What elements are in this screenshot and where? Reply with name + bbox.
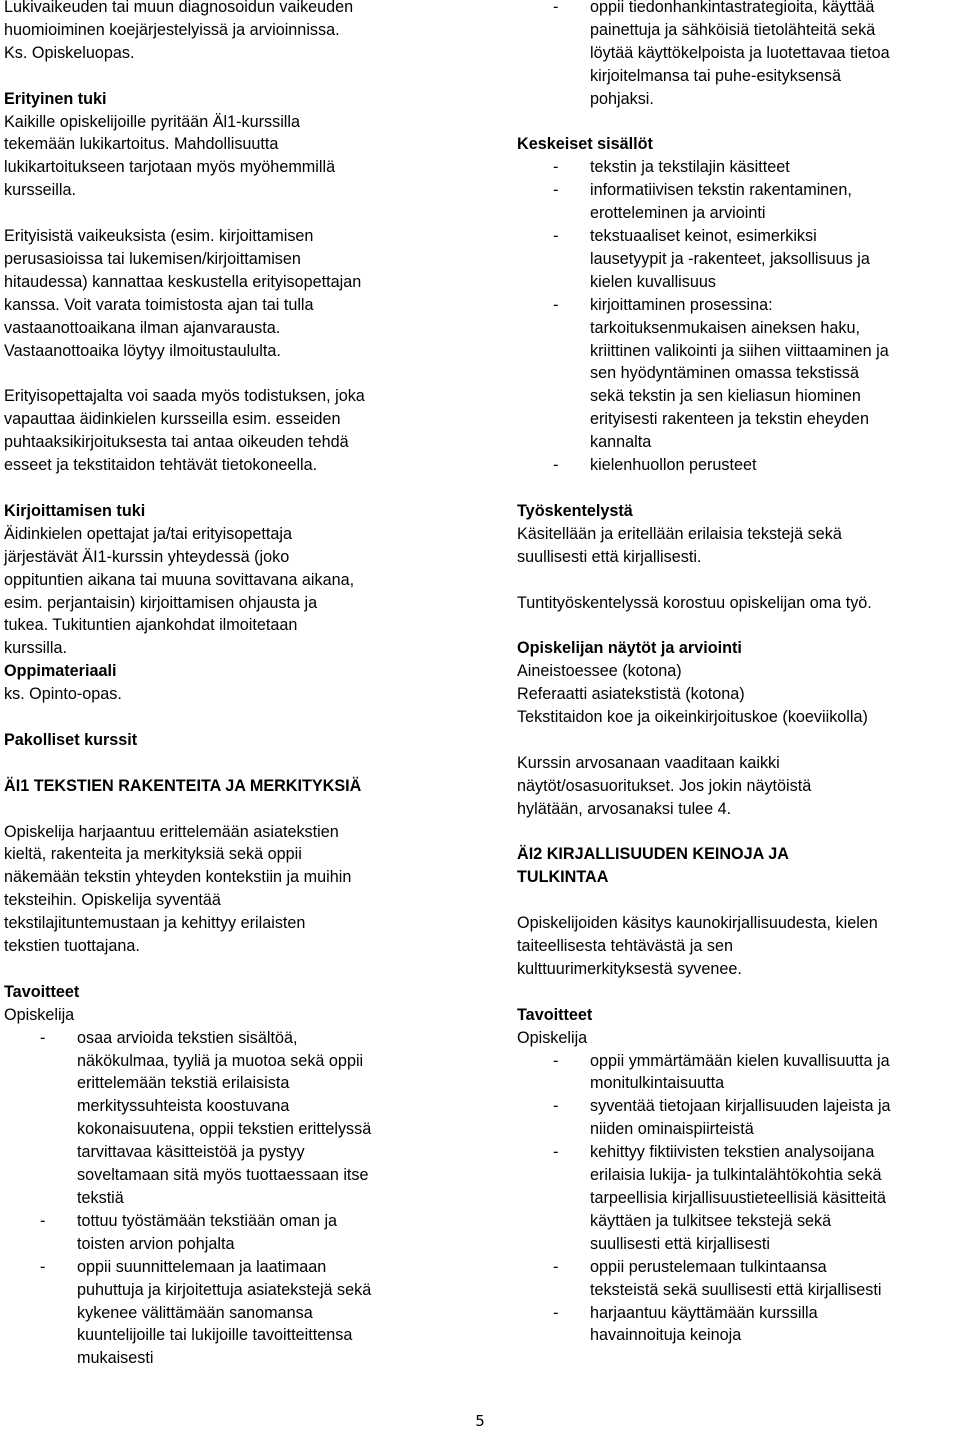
text-line: perusasioissa tai lukemisen/kirjoittamisen — [4, 249, 301, 268]
naytot-note — [517, 752, 960, 821]
text-line: tekstien tuottajana. — [4, 937, 140, 956]
text-line: niiden ominaispiirteistä — [590, 1120, 754, 1139]
text-line: - kielenhuollon perusteet — [590, 456, 757, 475]
text-line: oppituntien aikana tai muuna sovittavana aikana, — [4, 570, 355, 589]
ai2-description — [517, 912, 960, 981]
oppimateriaali-heading: Oppimateriaali — [4, 662, 117, 681]
text-line: - harjaantuu käyttämään kurssilla — [590, 1303, 818, 1322]
text-line: kurssilla. — [4, 639, 67, 658]
tyoskentely-extra: Tuntityöskentelyssä korostuu opiskelijan oma työ. — [517, 593, 872, 612]
text-line: hylätään, arvosanaksi tulee 4. — [517, 799, 732, 818]
pakolliset-kurssit-heading: Pakolliset kurssit — [4, 730, 138, 749]
text-line: kriittinen valikointi ja siihen viittaaminen ja — [590, 341, 889, 360]
text-line: - kehittyy fiktiivisten tekstien analysoijana — [590, 1143, 875, 1162]
list-item — [517, 179, 960, 225]
keskeiset-sisallot-list — [517, 156, 960, 477]
text-line: soveltamaan sitä myös tuottaessaan itse — [77, 1166, 369, 1185]
text-line: näkemään tekstin yhteyden kontekstiin ja muihin — [4, 868, 352, 887]
text-line: kulttuurimerkityksestä syvenee. — [517, 959, 742, 978]
text-line: Erityisistä vaikeuksista (esim. kirjoittamisen — [4, 227, 314, 246]
text-line: Vastaanottoaika löytyy ilmoitustaululta. — [4, 341, 281, 360]
ai1-description — [4, 821, 459, 958]
text-line: vapauttaa äidinkielen kursseilla esim. esseiden — [4, 410, 341, 429]
text-line: Äidinkielen opettajat ja/tai erityisopettaja — [4, 524, 292, 543]
text-line: esim. perjantaisin) kirjoittamisen ohjausta ja — [4, 593, 318, 612]
text-line: hitaudessa) kannattaa keskustella erityisopettajan — [4, 272, 362, 291]
text-line: näkökulmaa, tyyliä ja muotoa sekä oppii — [77, 1051, 364, 1070]
text-line: Opiskelijoiden käsitys kaunokirjallisuudesta, kielen — [517, 914, 878, 933]
text-line: - tottuu työstämään tekstiään oman ja — [77, 1211, 338, 1230]
text-line: käyttäen ja tulkitsee tekstejä sekä — [590, 1211, 832, 1230]
ai2-tavoitteet-heading: Tavoitteet — [517, 1005, 593, 1024]
text-line: painettuja ja sähköisiä tietolähteitä sekä — [590, 20, 876, 39]
text-line: huomioiminen koejärjestelyissä ja arvioinnissa. — [4, 20, 340, 39]
tyoskentely-paragraph — [517, 523, 960, 569]
text-line: Erityisopettajalta voi saada myös todistuksen, joka — [4, 387, 365, 406]
text-line: tarvittavaa käsitteistöä ja pystyy — [77, 1143, 305, 1162]
text-line: järjestävät ÄI1-kurssin yhteydessä (joko — [4, 547, 290, 566]
tyoskentely-heading: Työskentelystä — [517, 501, 633, 520]
text-line: kanssa. Voit varata toimistosta ajan tai tulla — [4, 295, 314, 314]
ai1-tavoitteet-list — [4, 1027, 459, 1371]
text-line: kykenee välittämään sanomansa — [77, 1303, 313, 1322]
list-item — [4, 1256, 459, 1371]
text-line: kirjoitelmansa tai puhe-esityksensä — [590, 66, 842, 85]
text-line: teksteihin. Opiskelija syventää — [4, 891, 221, 910]
text-line: - tekstuaaliset keinot, esimerkiksi — [590, 227, 817, 246]
text-line: Lukivaikeuden tai muun diagnosoidun vaikeuden — [4, 0, 354, 16]
keskeiset-sisallot-heading: Keskeiset sisällöt — [517, 135, 653, 154]
list-item — [4, 1027, 459, 1210]
text-line: pohjaksi. — [590, 89, 654, 108]
ai1-tavoitteet-subject: Opiskelija — [4, 1005, 75, 1024]
left-column — [4, 0, 459, 1370]
text-line: lukikartoitukseen tarjotaan myös myöhemmillä — [4, 158, 336, 177]
text-line: toisten arvion pohjalta — [77, 1234, 235, 1253]
intro-paragraph — [4, 0, 459, 65]
list-item — [517, 1302, 960, 1348]
continued-list — [517, 0, 960, 111]
text-line: TULKINTAA — [517, 868, 609, 887]
text-line: Referaatti asiatekstistä (kotona) — [517, 685, 745, 704]
text-line: taiteellisesta tehtävästä ja sen — [517, 937, 733, 956]
text-line: Kaikille opiskelijoille pyritään Äl1-kurssilla — [4, 112, 300, 131]
list-item — [517, 1256, 960, 1302]
ai1-tavoitteet-heading: Tavoitteet — [4, 982, 80, 1001]
list-item — [4, 1210, 459, 1256]
text-line: merkityssuhteista koostuvana — [77, 1097, 290, 1116]
text-line: tekemään lukikartoitus. Mahdollisuutta — [4, 135, 279, 154]
list-item — [517, 294, 960, 454]
text-line: - oppii tiedonhankintastrategioita, käyttää — [590, 0, 875, 16]
text-line: näytöt/osasuoritukset. Jos jokin näytöistä — [517, 776, 812, 795]
text-line: sekä tekstin ja sen kieliasun hiominen — [590, 387, 861, 406]
erityinen-tuki-paragraph — [4, 111, 459, 203]
text-line: kielen kuvallisuus — [590, 272, 716, 291]
text-line: - oppii suunnittelemaan ja laatimaan — [77, 1257, 327, 1276]
text-line: esseet ja tekstitaidon tehtävät tietokoneella. — [4, 456, 318, 475]
erityinen-tuki-heading: Erityinen tuki — [4, 89, 107, 108]
text-line: - informatiivisen tekstin rakentaminen, — [590, 181, 852, 200]
list-item — [517, 1050, 960, 1096]
ai2-tavoitteet-list — [517, 1050, 960, 1348]
text-line: kursseilla. — [4, 181, 76, 200]
text-line: lausetyypit ja -rakenteet, jaksollisuus ja — [590, 249, 870, 268]
vaikeudet-paragraph — [4, 225, 459, 362]
text-line: ÄI2 KIRJALLISUUDEN KEINOJA JA — [517, 845, 789, 864]
text-line: erotteleminen ja arviointi — [590, 204, 766, 223]
text-line: Kurssin arvosanaan vaaditaan kaikki — [517, 753, 780, 772]
text-line: - kirjoittaminen prosessina: — [590, 295, 773, 314]
text-line: puhuttuja ja kirjoitettuja asiatekstejä sekä — [77, 1280, 372, 1299]
kirjoittamisen-tuki-paragraph — [4, 523, 459, 660]
ai2-tavoitteet-subject: Opiskelija — [517, 1028, 588, 1047]
text-line: havainnoituja keinoja — [590, 1326, 742, 1345]
text-line: vastaanottoaikana ilman ajanvarausta. — [4, 318, 281, 337]
text-line: monitulkintaisuutta — [590, 1074, 725, 1093]
list-item — [517, 1141, 960, 1256]
text-line: - oppii ymmärtämään kielen kuvallisuutta ja — [590, 1051, 890, 1070]
naytot-list — [517, 660, 960, 729]
text-line: tukea. Tukituntien ajankohdat ilmoitetaan — [4, 616, 298, 635]
text-line: erilaisia lukija- ja tulkintalähtökohtia sekä — [590, 1166, 882, 1185]
oppimateriaali-text: ks. Opinto-opas. — [4, 685, 122, 704]
text-line: kieltä, rakenteita ja merkityksiä sekä oppii — [4, 845, 302, 864]
text-line: kokonaisuutena, oppii tekstien erittelyssä — [77, 1120, 372, 1139]
list-item — [517, 225, 960, 294]
text-line: teksteistä sekä suullisesti että kirjallisesti — [590, 1280, 882, 1299]
text-line: tekstiä — [77, 1189, 124, 1207]
text-line: puhtaaksikirjoituksesta tai antaa oikeuden tehdä — [4, 433, 349, 452]
text-line: Tekstitaidon koe ja oikeinkirjoituskoe (koeviikolla) — [517, 708, 868, 727]
list-item — [517, 1095, 960, 1141]
text-line: tarkoituksenmukaisen aineksen haku, — [590, 318, 860, 337]
ai1-course-title: ÄI1 TEKSTIEN RAKENTEITA JA MERKITYKSIÄ — [4, 776, 362, 795]
text-line: Opiskelija harjaantuu erittelemään asiatekstien — [4, 822, 339, 841]
text-line: tekstilajituntemustaan ja kehittyy erilaisten — [4, 914, 306, 933]
text-line: Aineistoessee (kotona) — [517, 662, 682, 681]
text-line: mukaisesti — [77, 1349, 154, 1368]
text-line: suullisesti että kirjallisesti — [590, 1234, 770, 1253]
text-line: - oppii perustelemaan tulkintaansa — [590, 1257, 827, 1276]
text-line: - syventää tietojaan kirjallisuuden lajeista ja — [590, 1097, 891, 1116]
text-line: löytää käyttökelpoista ja luotettavaa tietoa — [590, 43, 890, 62]
text-line: erittelemään tekstiä erilaisista — [77, 1074, 290, 1093]
naytot-heading: Opiskelijan näytöt ja arviointi — [517, 639, 742, 658]
text-line: - osaa arvioida tekstien sisältöä, — [77, 1028, 298, 1047]
page-number: 5 — [475, 1412, 485, 1430]
list-item — [517, 454, 960, 477]
text-line: kannalta — [590, 433, 652, 452]
text-line: sen hyödyntäminen omassa tekstissä — [590, 364, 860, 383]
text-line: erityisesti rakenteen ja tekstin eheyden — [590, 410, 869, 429]
kirjoittamisen-tuki-heading: Kirjoittamisen tuki — [4, 501, 146, 520]
right-column — [517, 0, 960, 1347]
ai2-course-title — [517, 843, 960, 889]
list-item — [517, 156, 960, 179]
text-line: Käsitellään ja eritellään erilaisia tekstejä sekä — [517, 524, 842, 543]
text-line: - tekstin ja tekstilajin käsitteet — [590, 158, 790, 177]
text-line: kuuntelijoille tai lukijoille tavoitteittensa — [77, 1326, 353, 1345]
text-line: Ks. Opiskeluopas. — [4, 43, 135, 62]
list-item — [517, 0, 960, 111]
text-line: suullisesti että kirjallisesti. — [517, 547, 702, 566]
text-line: tarpeellisia kirjallisuustieteellisiä käsitteitä — [590, 1189, 886, 1207]
todistus-paragraph — [4, 385, 459, 477]
